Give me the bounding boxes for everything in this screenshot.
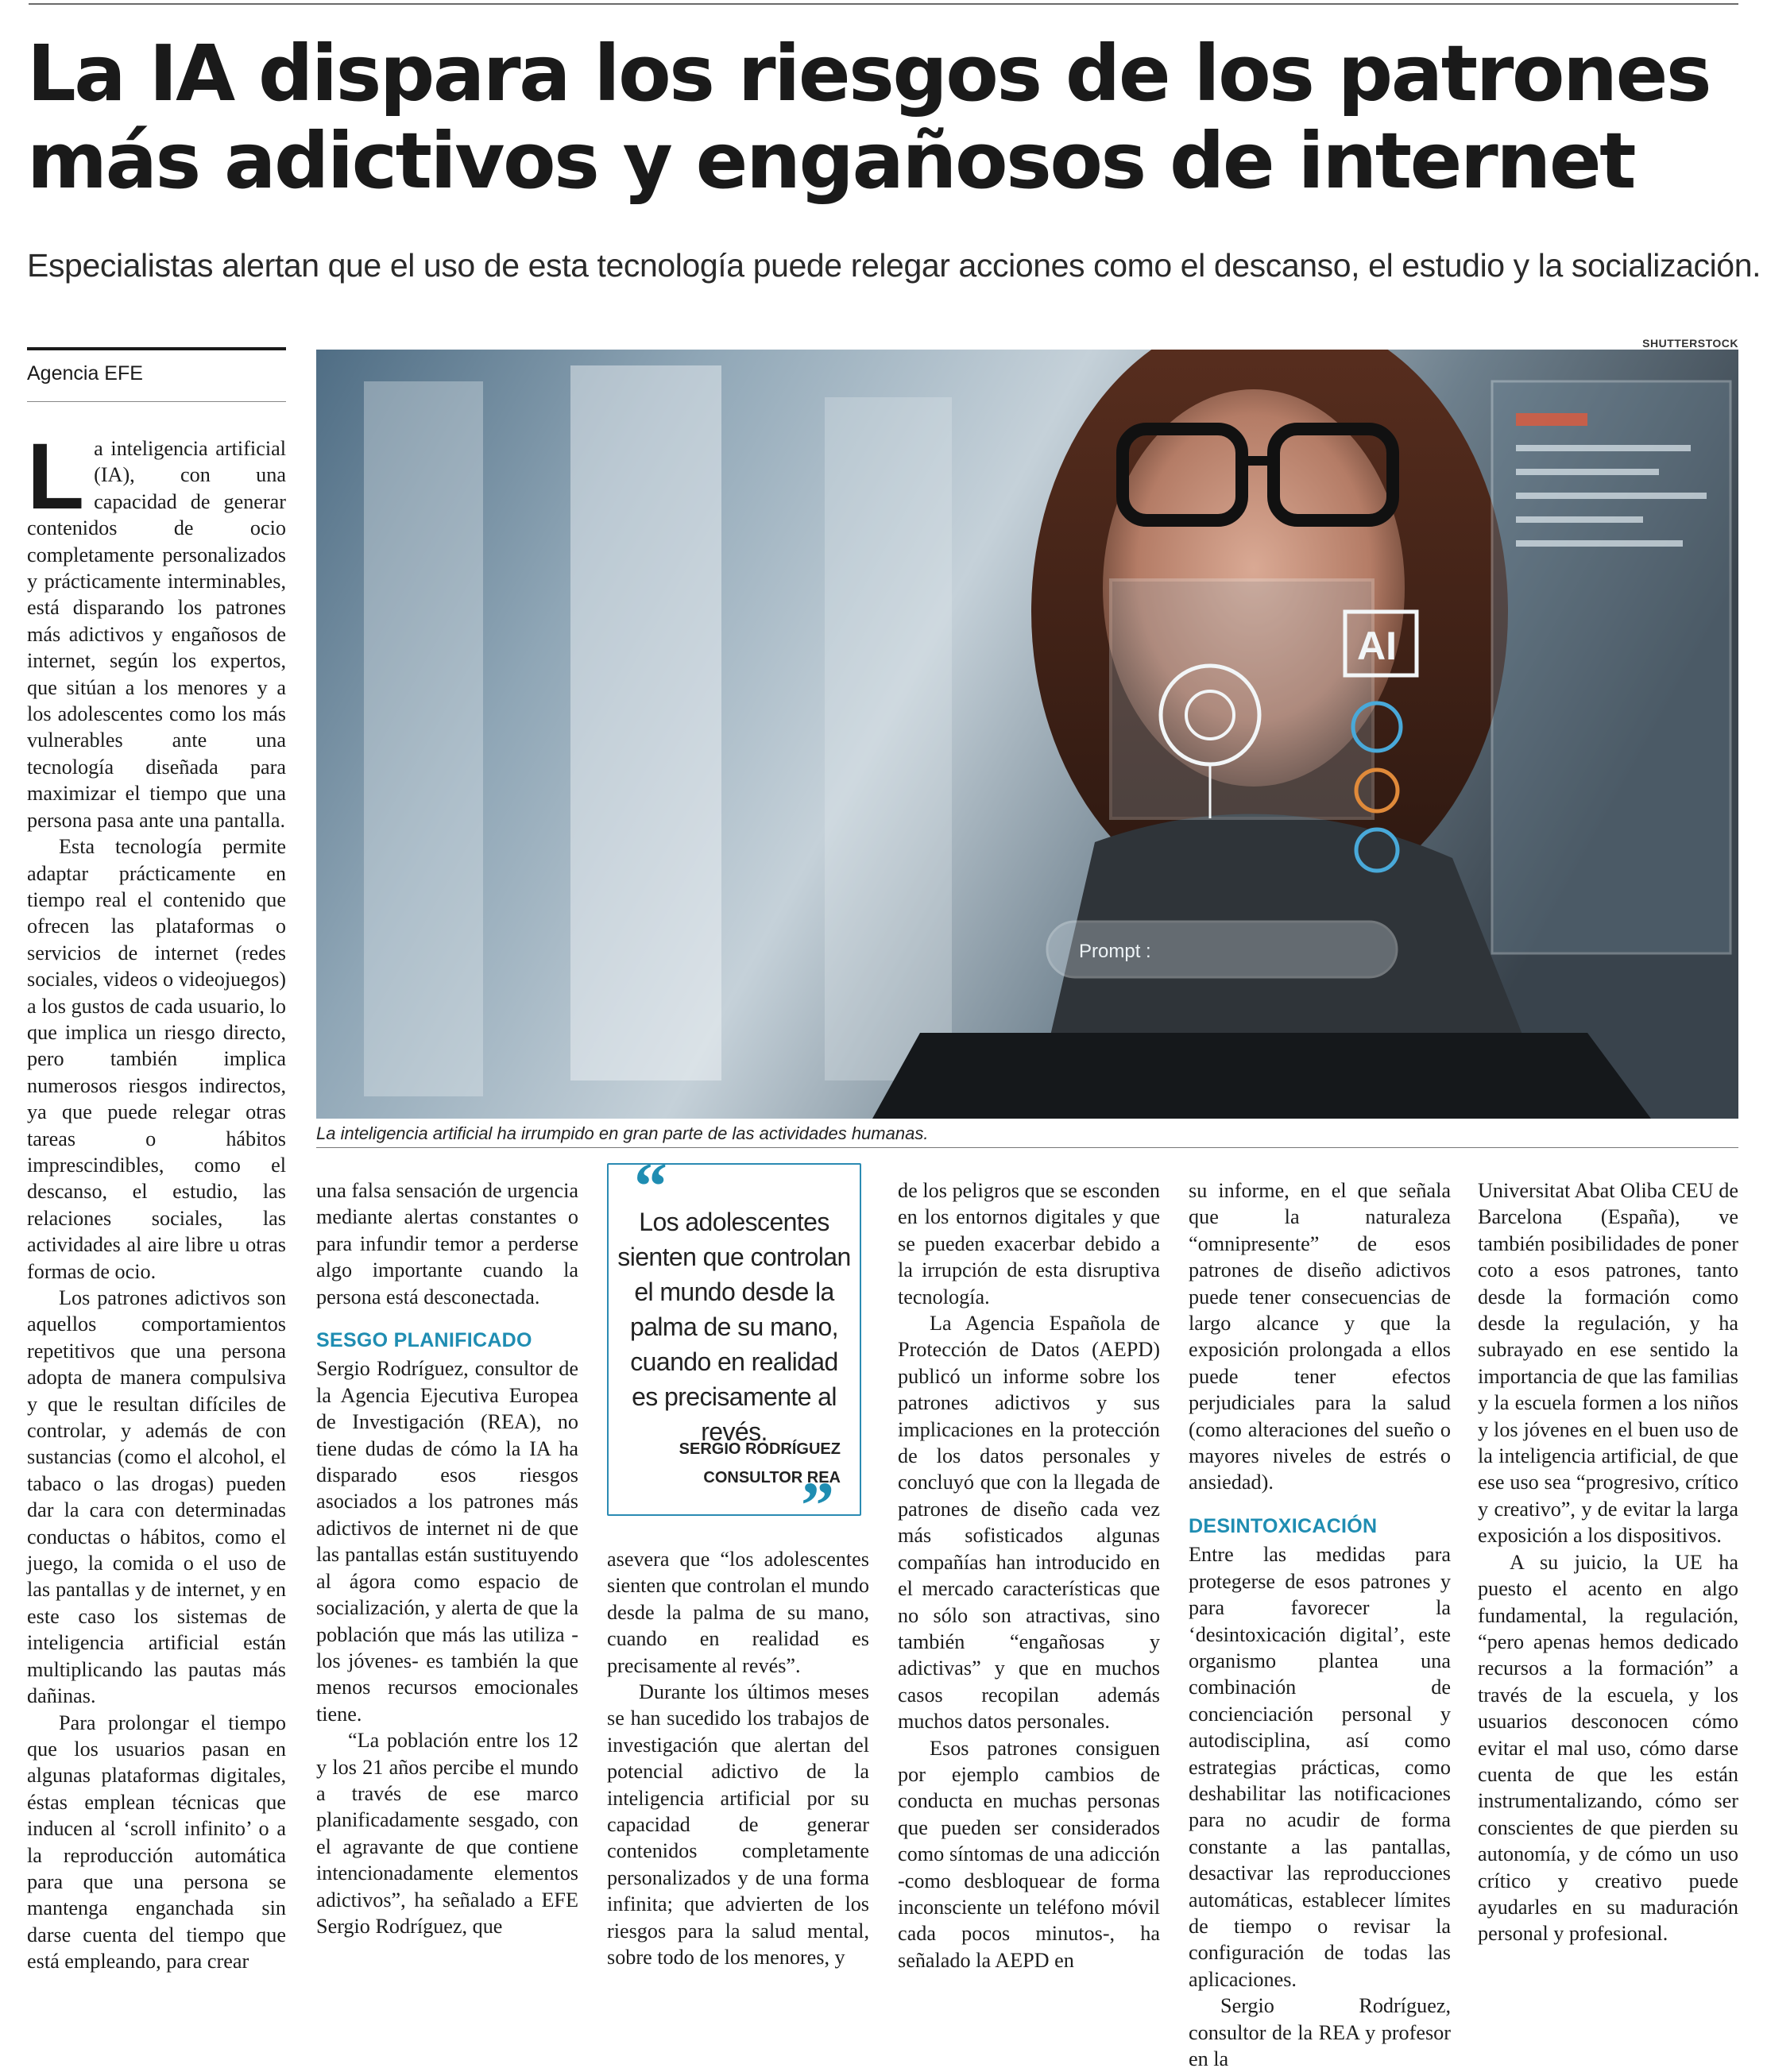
column-1: [27, 424, 286, 1975]
paragraph: una falsa sensación de urgencia mediante alertas constantes o para infundir temor a perderse algo importante cuando la persona está desconectada.: [316, 1179, 578, 1309]
photo-illustration: [316, 350, 1738, 1119]
column-6: [1478, 1177, 1738, 1947]
byline-divider: [27, 401, 286, 402]
paragraph: A su juicio, la UE ha puesto el acento en algo fundamental, la regulación, “pero apenas hemos dedicado recursos a la formación” a través de la escuela, y los usuarios desconocen cómo evitar el mal uso, cómo darse cuenta de que les están instrumentalizando, cómo ser conscientes de que pierden su autonomía, y de cómo un uso crítico y creativo puede ayudarles en su maduración personal y profesional.: [1478, 1550, 1738, 1946]
pull-quote-role: CONSULTOR REA: [703, 1469, 841, 1486]
paragraph: su informe, en el que señala que la naturaleza “omnipresente” de esos patrones de diseño adictivos puede tener consecuencias de largo alcance y que la exposición prolongada a ellos puede tener efectos perjudiciales para la salud (como alteraciones del sueño o mayores niveles de estrés o ansiedad).: [1189, 1179, 1451, 1494]
byline-rule: [27, 347, 286, 350]
paragraph: Sergio Rodríguez, consultor de la REA y profesor en la: [1189, 1994, 1451, 2070]
paragraph: de los peligros que se esconden en los entornos digitales y que se pueden exacerbar debido a la irrupción de esta disruptiva tecnología.: [898, 1179, 1160, 1309]
pull-quote-name: SERGIO RODRÍGUEZ: [679, 1440, 841, 1458]
paragraph-lead: La inteligencia artificial (IA), con una capacidad de generar contenidos de ocio completamente personalizados y prácticamente interminables, está disparando los patrones más adictivos y engañosos de internet, según los expertos, que sitúan a los menores y a los adolescentes como los más vulnerables ante una tecnología diseñada para maximizar el tiempo que una persona pasa ante una pantalla.: [27, 424, 286, 832]
headline: La IA dispara los riesgos de los patrones más adictivos y engañosos de internet: [27, 29, 1711, 206]
photo-caption: La inteligencia artificial ha irrumpido en gran parte de las actividades humanas.: [316, 1123, 929, 1143]
column-2: [316, 1177, 578, 1939]
paragraph: Durante los últimos meses se han sucedido los trabajos de investigación que alertan del potencial adictivo de la inteligencia artificial por su capacidad de generar contenidos completamente personalizados y de una forma infinita; que advierten de los riesgos para la salud mental, sobre todo de los menores, y: [607, 1680, 869, 1970]
caption-rule: [316, 1147, 1738, 1148]
column-3: [607, 1546, 869, 1971]
deck: Especialistas alertan que el uso de esta tecnología puede relegar acciones como el descanso, el estudio y la socialización.: [27, 247, 1761, 284]
open-quote-icon: “: [634, 1150, 667, 1223]
paragraph: Esta tecnología permite adaptar prácticamente en tiempo real el contenido que ofrecen las plataformas o servicios de internet (redes sociales, videos o videojuegos) a los gustos de cada usuario, lo que implica un riesgo directo, pero también implica numerosos riesgos indirectos, ya que puede relegar otras tareas o hábitos imprescindibles, como el descanso, el estudio, las relaciones sociales, las actividades al aire libre u otras formas de ocio.: [27, 835, 286, 1283]
paragraph: Universitat Abat Oliba CEU de Barcelona (España), ve también posibilidades de poner coto a esos patrones, tanto desde la formación como desde la regulación, y ha subrayado en ese sentido la importancia de que las familias y la escuela formen a los niños y los jóvenes en el buen uso de la inteligencia artificial, de que ese uso sea “progresivo, crítico y creativo”, y de evitar la larga exposición a los dispositivos.: [1478, 1179, 1738, 1548]
paragraph: asevera que “los adolescentes sienten que controlan el mundo desde la palma de su mano, cuando en realidad es precisamente al revés”.: [607, 1548, 869, 1677]
column-5: [1189, 1177, 1451, 2072]
dropcap: L: [27, 424, 85, 529]
photo-credit: SHUTTERSTOCK: [1642, 337, 1738, 350]
prompt-label: Prompt :: [1079, 941, 1151, 962]
section-heading-sesgo: SESGO PLANIFICADO: [316, 1329, 532, 1352]
section-heading-desintoxicacion: DESINTOXICACIÓN: [1189, 1514, 1378, 1537]
pull-quote: [607, 1150, 861, 1543]
byline: Agencia EFE: [27, 362, 143, 385]
paragraph: Los patrones adictivos son aquellos comportamientos repetitivos que una persona adopta de manera compulsiva y que le resultan difíciles de controlar, y además de con sustancias (como el alcohol, el tabaco o las drogas) pueden dar la cara con determinadas conductas o hábitos, como el juego, la comida o el uso de las pantallas y de internet, y en este caso los sistemas de inteligencia artificial están multiplicando las pautas más dañinas.: [27, 1286, 286, 1708]
paragraph: La Agencia Española de Protección de Datos (AEPD) publicó un informe sobre los patrones adictivos y sus implicaciones en la protección de los datos personales y concluyó que con la llegada de patrones de diseño cada vez más sofisticados algunas compañías han introducido en el mercado características que no sólo son atractivas, sino también “engañosas y adictivas” y que en muchos casos recopilan además muchos datos personales.: [898, 1312, 1160, 1734]
ai-badge-text: AI: [1357, 624, 1397, 668]
paragraph: Entre las medidas para protegerse de esos patrones y para favorecer la ‘desintoxicación digital’, este organismo plantea una combinación de concienciación personal y autodisciplina, así como estrategias prácticas, como deshabilitar las notificaciones para no acudir de forma constante a las pantallas, desactivar las reproducciones automáticas, establecer límites de tiempo o revisar la configuración de todas las aplicaciones.: [1189, 1543, 1451, 1991]
paragraph: Esos patrones consiguen por ejemplo cambios de conducta en muchas personas que pueden ser considerados como síntomas de una adicción -como desbloquear de forma inconsciente un teléfono móvil cada pocos minutos-, ha señalado la AEPD en: [898, 1736, 1160, 1972]
article-photo: [316, 350, 1738, 1119]
pull-quote-text: Los adolescentes sienten que controlan el mundo desde la palma de su mano, cuando en realidad es precisamente al revés.: [617, 1208, 851, 1446]
close-quote-icon: ”: [801, 1469, 834, 1543]
paragraph: Sergio Rodríguez, consultor de la Agencia Ejecutiva Europea de Investigación (REA), no tiene dudas de cómo la IA ha disparado esos riesgos asociados a los patrones más adictivos de internet ni de que las pantallas están sustituyendo al ágora como espacio de socialización, y alerta de que la población que más las utiliza -los jóvenes- es también la que menos recursos emocionales tiene.: [316, 1357, 578, 1726]
top-rule: [29, 3, 1738, 5]
paragraph: Para prolongar el tiempo que los usuarios pasan en algunas plataformas digitales, éstas emplean técnicas que inducen al ‘scroll infinito’ o a la reproducción automática para que una persona se mantenga enganchada sin darse cuenta del tiempo que está empleando, para crear: [27, 1711, 286, 1973]
column-4: [898, 1177, 1160, 1973]
paragraph: “La población entre los 12 y los 21 años percibe el mundo a través de ese marco planificadamente sesgado, con el agravante de que contiene intencionadamente elementos adictivos”, ha señalado a EFE Sergio Rodríguez, que: [316, 1729, 578, 1938]
